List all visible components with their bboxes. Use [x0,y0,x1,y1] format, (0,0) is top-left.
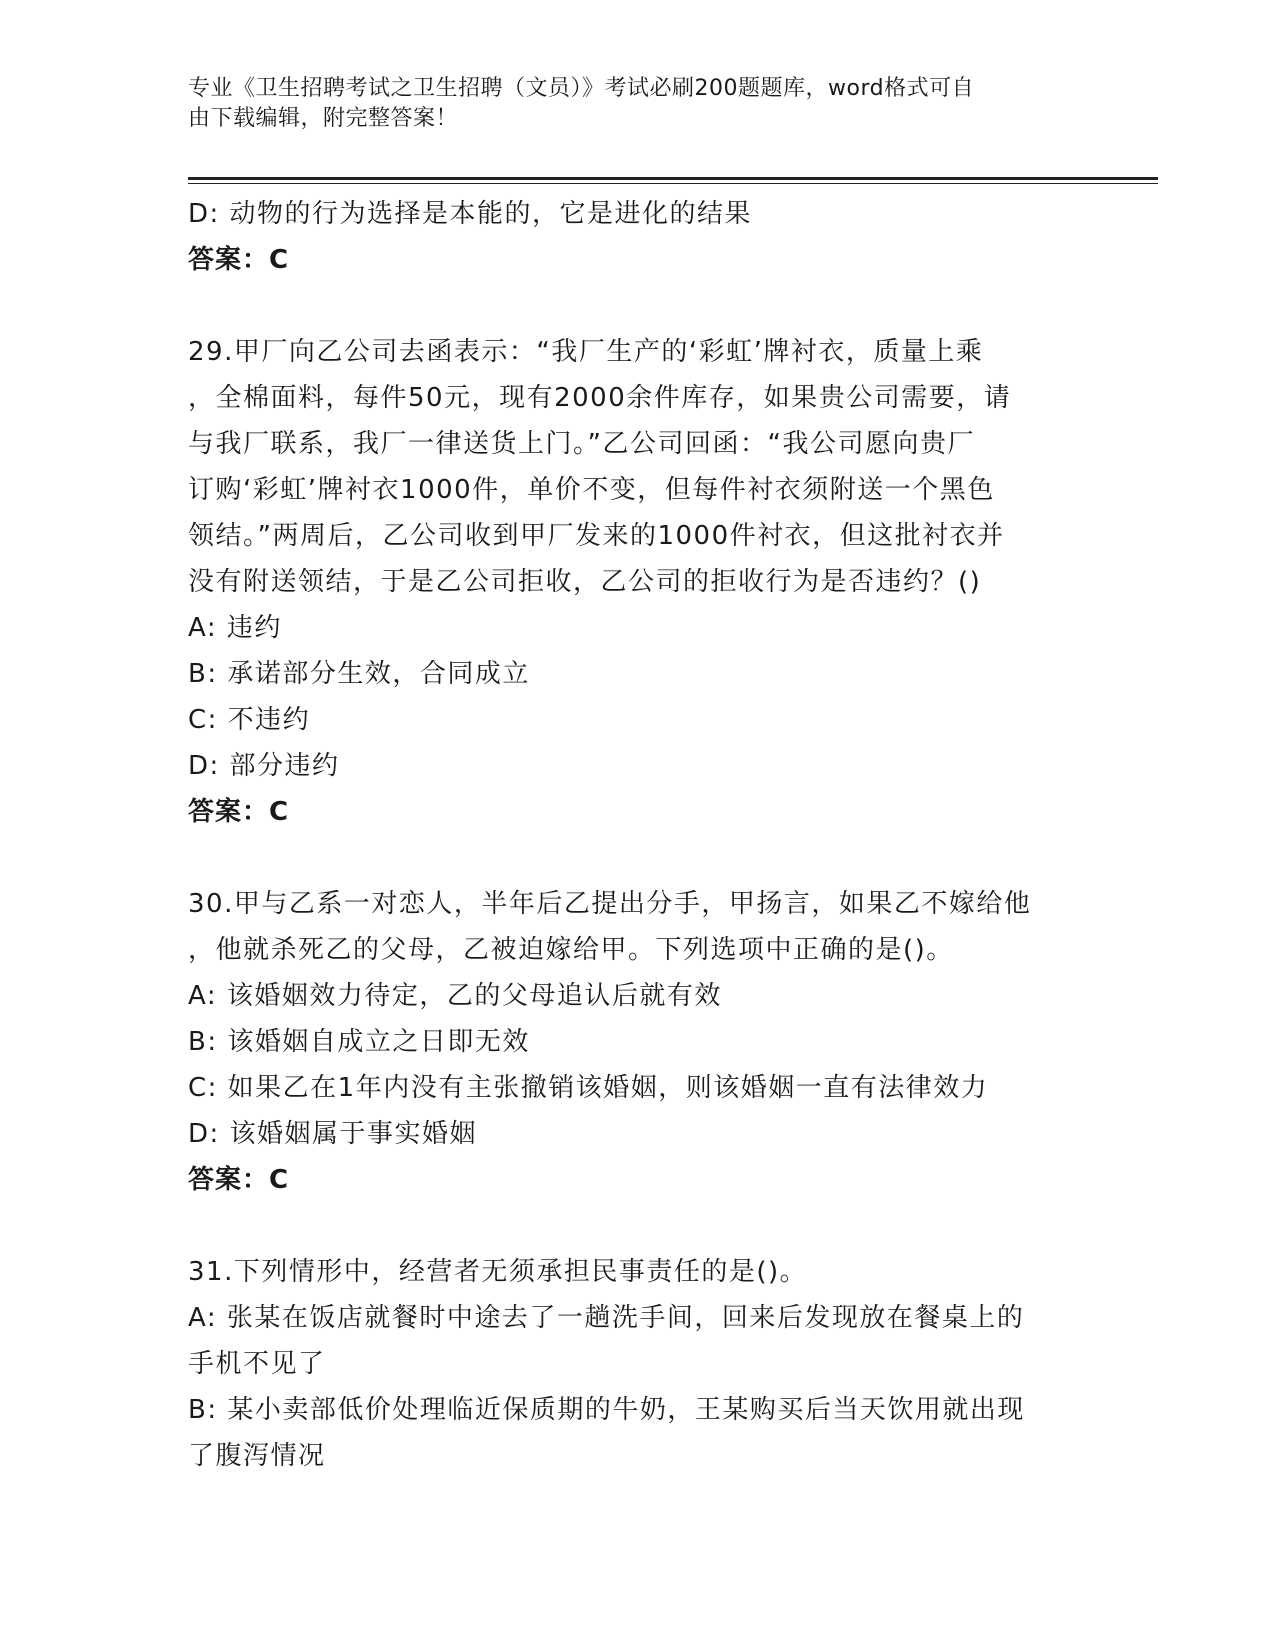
document-header [188,74,1068,134]
question-stem-line: 没有附送领结，于是乙公司拒收，乙公司的拒收行为是否违约？() [188,567,982,597]
option-c: C: 不违约 [188,705,311,735]
answer-line: 答案：C [188,797,290,827]
answer-line: 答案：C [188,1165,290,1195]
previous-question-tail [188,191,1068,283]
spacer [188,283,1068,329]
option-b-continued: 了腹泻情况 [188,1441,326,1471]
option-c: C: 如果乙在1年内没有主张撤销该婚姻，则该婚姻一直有法律效力 [188,1073,989,1103]
question-stem-line: ，全棉面料，每件50元，现有2000余件库存，如果贵公司需要，请 [188,383,1012,413]
question-31 [188,1249,1068,1479]
question-stem-line: ，他就杀死乙的父母，乙被迫嫁给甲。下列选项中正确的是()。 [188,935,954,965]
option-d: D: 部分违约 [188,751,340,781]
option-a: A: 张某在饭店就餐时中途去了一趟洗手间，回来后发现放在餐桌上的 [188,1303,1025,1333]
header-divider-thin [188,183,1158,184]
question-stem-line: 29.甲厂向乙公司去函表示：“我厂生产的‘彩虹’牌衬衣，质量上乘 [188,337,984,367]
option-b: B: 该婚姻自成立之日即无效 [188,1027,530,1057]
question-stem-line: 订购‘彩虹’牌衬衣1000件，单价不变，但每件衬衣须附送一个黑色 [188,475,995,505]
option-a-continued: 手机不见了 [188,1349,326,1379]
header-line-2: 由下载编辑，附完整答案！ [188,106,459,131]
header-divider-thick [188,177,1158,180]
question-content [188,191,1068,1479]
answer-line: 答案：C [188,245,290,275]
option-b: B: 某小卖部低价处理临近保质期的牛奶，王某购买后当天饮用就出现 [188,1395,1025,1425]
question-stem-line: 30.甲与乙系一对恋人，半年后乙提出分手，甲扬言，如果乙不嫁给他 [188,889,1032,919]
option-d: D: 该婚姻属于事实婚姻 [188,1119,478,1149]
option-d: D: 动物的行为选择是本能的，它是进化的结果 [188,199,753,229]
question-stem-line: 与我厂联系，我厂一律送货上门。”乙公司回函：“我公司愿向贵厂 [188,429,975,459]
option-b: B: 承诺部分生效，合同成立 [188,659,530,689]
question-30 [188,881,1068,1203]
spacer [188,835,1068,881]
option-a: A: 该婚姻效力待定，乙的父母追认后就有效 [188,981,722,1011]
question-stem-line: 领结。”两周后，乙公司收到甲厂发来的1000件衬衣，但这批衬衣并 [188,521,1005,551]
question-stem-line: 31.下列情形中，经营者无须承担民事责任的是()。 [188,1257,808,1287]
question-29 [188,329,1068,835]
option-a: A: 违约 [188,613,282,643]
header-line-1: 专业《卫生招聘考试之卫生招聘（文员）》考试必刷200题题库，word格式可自 [188,76,975,101]
spacer [188,1203,1068,1249]
